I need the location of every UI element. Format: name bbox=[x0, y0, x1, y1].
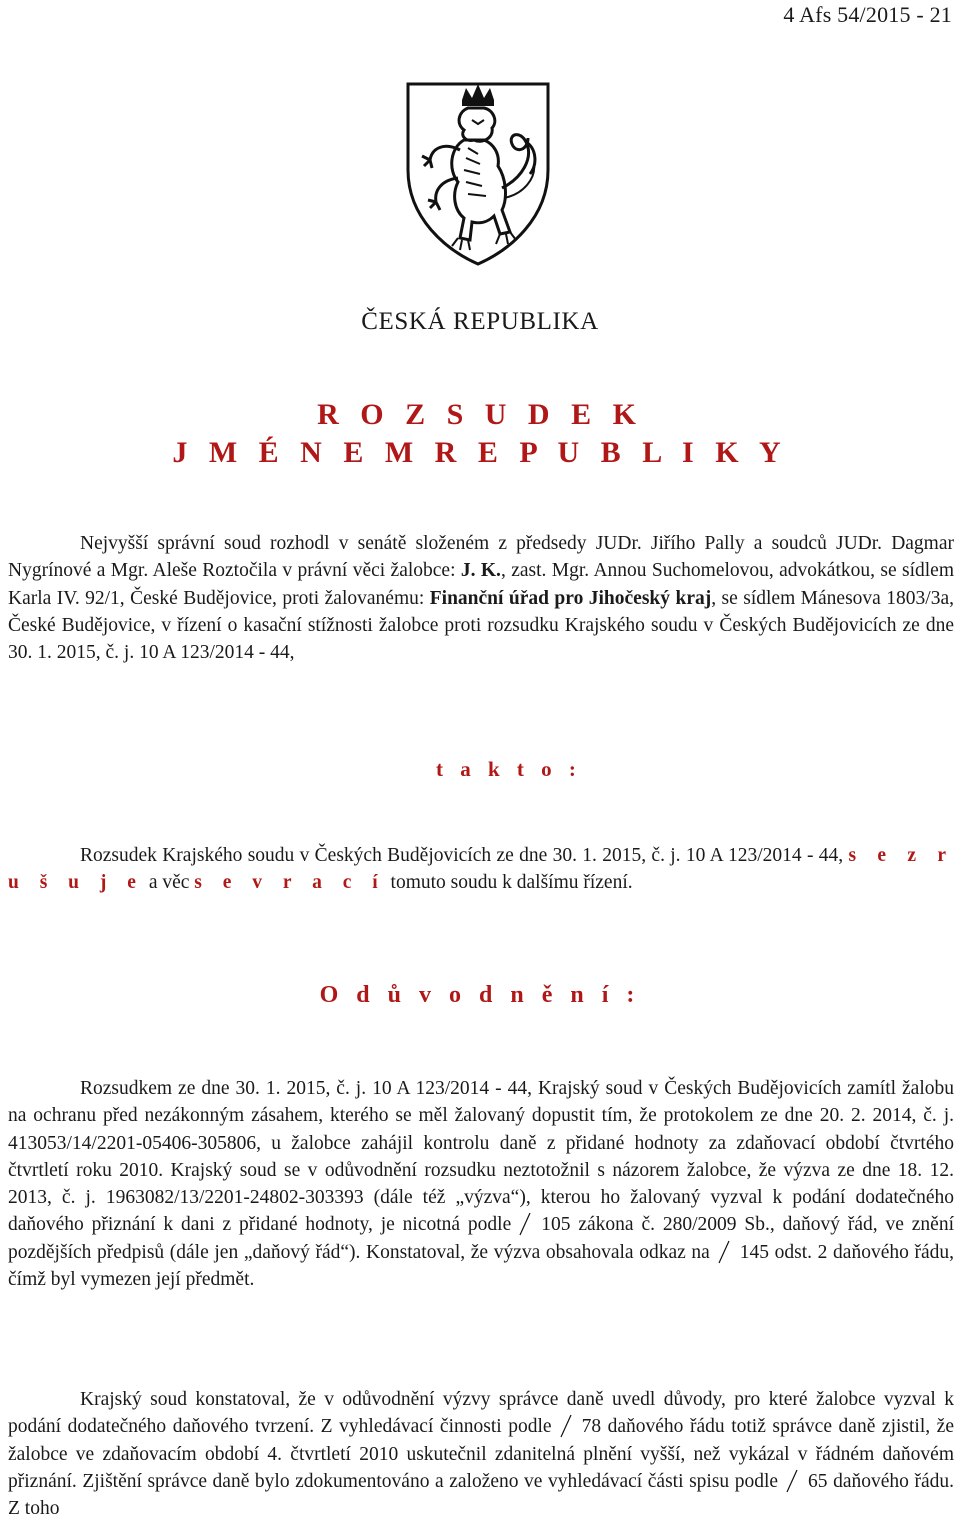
ruling-text-1: Rozsudek Krajského soudu v Českých Budějovicích ze dne 30. 1. 2015, č. j. 10 A 123/2014 - 44, bbox=[80, 845, 849, 866]
reasoning-paragraph-2 bbox=[8, 1386, 954, 1522]
ruling-return: s e v r a c í bbox=[194, 872, 386, 894]
section-sign-icon bbox=[718, 1240, 730, 1262]
reasoning-2-text-2: 78 daňového řádu totiž správce daně zjistil, že žalobce ve zdaňovacím období 4. čtvrtletí 2010 uskutečnil zdanitelná plnění vyšší, než vykázal v řádném daňovém přiznání. Zjištění správce daně bylo zdokumentováno a založeno ve vyhledávací části spisu podle bbox=[8, 1416, 954, 1492]
ruling-text-3: tomuto soudu k dalšímu řízení. bbox=[385, 872, 633, 894]
section-sign-icon bbox=[786, 1469, 798, 1491]
reasoning-1-text-1: Rozsudkem ze dne 30. 1. 2015, č. j. 10 A 123/2014 - 44, Krajský soud v Českých Budějovicích zamítl žalobu na ochranu před nezákonným zásahem, kterého se měl žalovaný dopustit tím, že protokolem ze dne 20. 2. 2014, č. j. 413053/14/2201-05406-305806, u žalobce zahájil kontrolu daně z přidané hodnoty za zdaňovací období čtvrtého čtvrtletí roku 2010. Krajský soud se v odůvodnění rozsudku neztotožnil s názorem žalobce, že výzva ze dne 18. 12. 2013, č. j. 1963082/13/2201-24802-303393 (dále též „výzva“), kterou ho žalovaný vyzval k podání dodatečného daňového přiznání k dani z přidané hodnoty, je nicotná podle bbox=[8, 1078, 954, 1236]
czech-coat-of-arms-icon bbox=[402, 78, 554, 268]
ruling-paragraph bbox=[8, 842, 954, 897]
defendant-name: Finanční úřad pro Jihočeský kraj bbox=[429, 587, 712, 609]
intro-text-2: , zast. Mgr. Annou Suchomelovou, advokátkou, se sídlem Karla IV. 92/1, České Budějovice, proti žalovanému: bbox=[8, 560, 954, 609]
reasoning-1-text-3: 145 odst. 2 daňového řádu, čímž byl vymezen její předmět. bbox=[8, 1241, 954, 1291]
intro-text-1: Nejvyšší správní soud rozhodl v senátě složeném z předsedy JUDr. Jiřího Pally a soudců JUDr. Dagmar Nygrínové a Mgr. Aleše Roztočila v právní věci žalobce: bbox=[8, 533, 954, 582]
reasoning-paragraph-1 bbox=[8, 1075, 954, 1293]
intro-text-3: , se sídlem Mánesova 1803/3a, České Budějovice, v řízení o kasační stížnosti žalobce proti rozsudku Krajského soudu v Českých Budějovicích ze dne 30. 1. 2015, č. j. 10 A 123/2014 - 44, bbox=[8, 587, 954, 664]
reasoning-2-text-3: 65 daňového řádu. Z toho bbox=[8, 1470, 954, 1520]
takto-heading: t a k t o : bbox=[436, 757, 582, 781]
ruling-annul: s e z r u š u j e bbox=[8, 845, 954, 894]
plaintiff-name: J. K. bbox=[460, 560, 501, 582]
country-heading: ČESKÁ REPUBLIKA bbox=[361, 308, 599, 335]
ruling-text-2: a věc bbox=[143, 872, 195, 894]
verdict-title: R O Z S U D E K bbox=[317, 398, 643, 431]
section-sign-icon bbox=[519, 1212, 531, 1234]
intro-paragraph bbox=[8, 530, 954, 666]
reasoning-1-text-2: 105 zákona č. 280/2009 Sb., daňový řád, ve znění pozdějších předpisů (dále jen „daňový řád“). Konstatoval, že výzva obsahovala odkaz na bbox=[8, 1214, 954, 1263]
reasoning-2-text-1: Krajský soud konstatoval, že v odůvodnění výzvy správce daně uvedl důvody, pro které žalobce vyzval k podání dodatečného daňového tvrzení. Z vyhledávací činnosti podle bbox=[8, 1389, 954, 1438]
section-sign-icon bbox=[560, 1414, 572, 1436]
document-reference: 4 Afs 54/2015 - 21 bbox=[783, 2, 952, 27]
verdict-subtitle: J M É N E M R E P U B L I K Y bbox=[172, 436, 788, 469]
reasoning-heading: O d ů v o d n ě n í : bbox=[319, 982, 641, 1008]
